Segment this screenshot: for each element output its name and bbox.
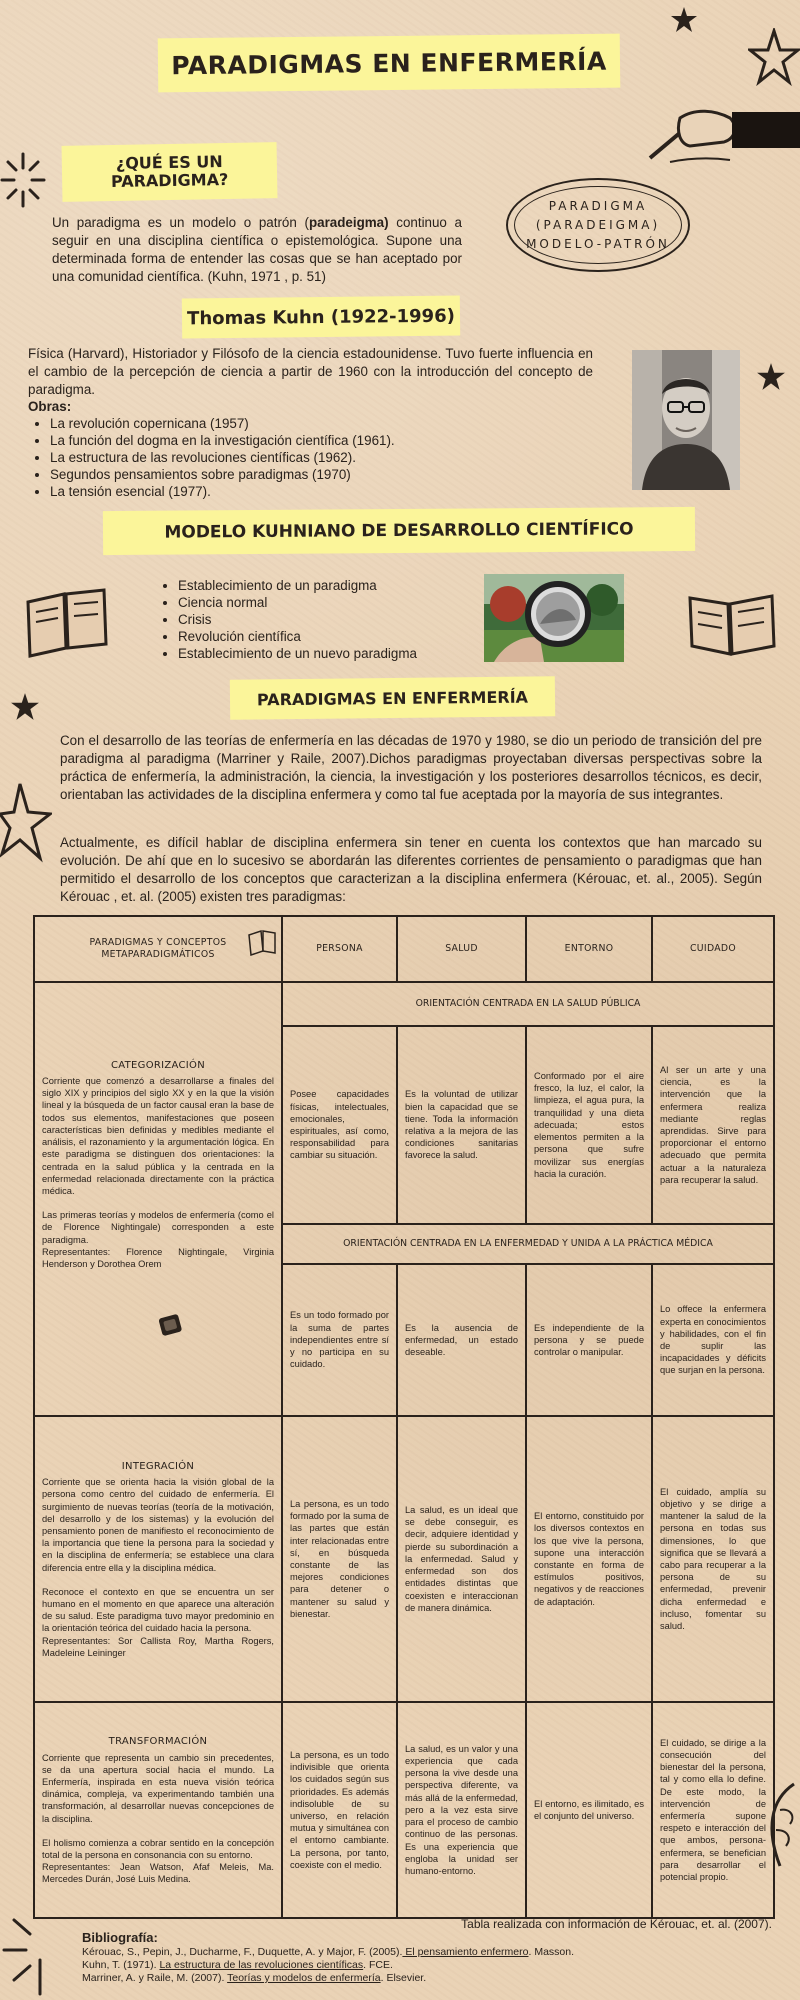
list-item: • La estructura de las revoluciones científicas (1962). [50, 449, 593, 466]
subheader-enfermedad-medica: ORIENTACIÓN CENTRADA EN LA ENFERMEDAD Y UNIDA A LA PRÁCTICA MÉDICA [282, 1224, 774, 1264]
transformacion-representatives: Representantes: Jean Watson, Afaf Meleis, Ma. Mercedes Durán, José Luis Medina. [42, 1862, 274, 1885]
definition-text: Un paradigma es un modelo o patrón ( [52, 215, 309, 230]
list-item: • Revolución científica [178, 628, 498, 645]
integracion-text-1: Corriente que se orienta hacia la visión global de la persona como centro del cuidado de enfermería. El surgimiento de nuevas teorías (teoría de la motivación, del desarrollo y de los sistemas) y la evolución del pensamiento ponen de manifiesto el reconocimiento de la importancia que tiene la persona para la sociedad y en la disciplina de enfermería; se establece una clara diferencia entre ella y la disciplina médica. [42, 1477, 274, 1573]
cell-cat-publica-cuidado: Al ser un arte y una ciencia, es la intervención que la enfermera realiza mediante reglas aprendidas. Sirve para proporcionar el entorno adecuado que permita actuar a la naturaleza para recuperar la salud. [652, 1026, 774, 1224]
table-row [34, 982, 774, 1026]
bibliography [82, 1931, 574, 1985]
cell-cat-publica-salud: Es la voluntad de utilizar bien la capacidad que se tiene. Toda la información relativa a la mejora de las condiciones sanitarias favorece la salud. [397, 1026, 526, 1224]
cell-integracion-entorno: El entorno, constituido por los diversos contextos en los que vive la persona, supone una interacción constante en forma de estímulos positivos, negativos y de reacciones de adaptación. [526, 1416, 652, 1702]
cell-cat-medica-entorno: Es independiente de la persona y se puede controlar o manipular. [526, 1264, 652, 1416]
cell-cat-medica-cuidado: Lo offece la enfermera experta en conocimientos y habilidades, con el fin de suplir las incapacidades y déficits que surjan en la persona. [652, 1264, 774, 1416]
definition-text-rest: continuo a seguir en una disciplina científica o epistemológica. Supone una determinada forma de entender las cosas que se han aceptado por una comunidad científica. (Kuhn, 1971 , p. 51) [52, 215, 463, 284]
sparkle-icon [0, 150, 46, 210]
entry-authors: Marriner, A. y Raile, M. (2007). [82, 1972, 228, 1984]
subheader-salud-publica: ORIENTACIÓN CENTRADA EN LA SALUD PÚBLICA [282, 982, 774, 1026]
list-item: • La revolución copernicana (1957) [50, 415, 593, 432]
integracion-title: INTEGRACIÓN [121, 1460, 195, 1472]
paradigm-definition [52, 214, 462, 286]
transformacion-title: TRANSFORMACIÓN [108, 1736, 208, 1748]
cell-cat-medica-salud: Es la ausencia de enfermedad, un estado deseable. [397, 1264, 526, 1416]
cell-cat-publica-persona: Posee capacidades físicas, intelectuales, emocionales, espirituales, así como, responsabilidad para cambiar su situación. [282, 1026, 397, 1224]
star-icon [756, 362, 786, 392]
categorizacion-representatives: Representantes: Florence Nightingale, Virginia Henderson y Dorothea Orem [42, 1246, 274, 1269]
kuhn-bio: Física (Harvard), Historiador y Filósofo de la ciencia estadounidense. Tuvo fuerte influencia en el cambio de la percepción de ciencia a partir de 1960 con la introducción del concepto de paradigma. [28, 346, 593, 397]
table-corner-header [34, 916, 282, 982]
list-item: • Ciencia normal [178, 594, 498, 611]
bibliography-entry [82, 1946, 574, 1959]
cell-transformacion-cuidado: El cuidado, se dirige a la consecución del bienestar del la persona, tal y como ella lo define. De este modo, la intervención de enfermería supone respeto e interacción del que ambos, persona-enfermera, se benefician para desarrollar el potencial propio. [652, 1702, 774, 1918]
categorizacion-description [34, 982, 282, 1416]
entry-publisher: . FCE. [363, 1959, 393, 1971]
table-header-row [34, 916, 774, 982]
cell-integracion-persona: La persona, es un todo formado por la suma de las partes que están inter relacionadas entre sí, en búsqueda constante de las mejores condiciones para detener o mantener su salud y bienestar. [282, 1416, 397, 1702]
table-source-note: Tabla realizada con información de Kérouac, et. al. (2007). [461, 1917, 772, 1931]
list-item: • Crisis [178, 611, 498, 628]
kuhnian-model-list [156, 577, 498, 662]
list-item: • Segundos pensamientos sobre paradigmas (1970) [50, 466, 593, 483]
categorizacion-text-1: Corriente que comenzó a desarrollarse a finales del siglo XIX y principios del siglo XX y en la que la visión lineal y la búsqueda de un factor causal eran la base de todos sus elementos, manifestaciones que poseen características bien definidas y medibles mediante el análisis, el razonamiento y la argumentación lógica. En este paradigma se distinguen dos orientaciones: la centrada en la salud pública y la centrada en la enfermedad relacionada directamente con la práctica médica. [42, 1076, 274, 1196]
list-item: • Establecimiento de un nuevo paradigma [178, 645, 498, 662]
open-book-icon [247, 927, 277, 957]
entry-publisher: . Elsevier. [380, 1972, 427, 1984]
column-header-cuidado: CUIDADO [652, 916, 774, 982]
definition-bold-term: paradeigma) [308, 215, 389, 230]
paradigm-badge [506, 178, 690, 272]
star-icon [670, 6, 698, 34]
what-is-paradigm-heading: ¿QUÉ ES UN PARADIGMA? [62, 142, 278, 202]
list-item: • La función del dogma en la investigación científica (1961). [50, 432, 593, 449]
integracion-text-2: Reconoce el contexto en que se encuentra un ser humano en el momento en que aparece una alteración de su salud. Este paradigma tuvo mayor predominio en la orientación teórica del cuidado hacia la persona. [42, 1586, 274, 1634]
entry-publisher: . Masson. [528, 1946, 575, 1958]
lens-photo [484, 574, 624, 662]
bibliography-entry [82, 1959, 574, 1972]
column-header-salud: SALUD [397, 916, 526, 982]
bibliography-list [82, 1946, 574, 1985]
cell-cat-publica-entorno: Conformado por el aire fresco, la luz, el calor, la limpieza, el agua pura, la tranquilidad y una dieta adecuada; estos elementos permiten a la persona que sufre movilizar sus energías hacia la curación. [526, 1026, 652, 1224]
column-header-persona: PERSONA [282, 916, 397, 982]
badge-line-1: PARADIGMA [548, 198, 648, 213]
categorizacion-text-2: Las primeras teorías y modelos de enfermería (como el de Florence Nightingale) corresponden a este paradigma. [42, 1210, 274, 1245]
table-row [34, 1416, 774, 1702]
nursing-paragraph-1: Con el desarrollo de las teorías de enfermería en las décadas de 1970 y 1980, se dio un periodo de transición del pre paradigma al paradigma (Marriner y Raile, 2007).Dichos paradigmas proyectaban diversas perspectivas sobre la práctica de enfermería, la administración, la ciencia, la investigación y los posteriores desarrollos técnicos, es decir, orientaban las actividades de la disciplina enfermera y como tal fue aceptada por la mayoría de sus integrantes. [60, 733, 762, 802]
list-item: • La tensión esencial (1977). [50, 483, 593, 500]
paradigms-table [33, 915, 775, 1919]
cell-integracion-cuidado: El cuidado, amplía su objetivo y se dirige a mantener la salud de la persona en todas sus dimensiones, lo que significa que se llevará a cabo para recuperar a la persona de su enfermedad, prevenir dicha enfermedad e incluso, fomentar su salud. [652, 1416, 774, 1702]
column-header-entorno: ENTORNO [526, 916, 652, 982]
kuhn-works [28, 398, 593, 500]
star-icon [748, 28, 800, 88]
entry-title: Teorías y modelos de enfermería [227, 1972, 381, 1984]
kuhn-portrait [632, 350, 740, 490]
kuhn-heading: Thomas Kuhn (1922-1996) [182, 296, 460, 339]
transformacion-description [34, 1702, 282, 1918]
cell-transformacion-entorno: El entorno, es ilimitado, es el conjunto del universo. [526, 1702, 652, 1918]
works-list [28, 415, 593, 500]
entry-title: La estructura de las revoluciones científicas [159, 1959, 364, 1971]
transformacion-text-1: Corriente que representa un cambio sin precedentes, se da una apertura social hacia el mundo. La Enfermería, inspirada en esta nueva visión teórica dinámica, compleja, va experimentando también una transformación, al desarrollar nuevas concepciones de la disciplina. [42, 1752, 274, 1824]
badge-line-2: (PARADEIGMA) [535, 217, 661, 232]
table-row [34, 1702, 774, 1918]
bibliography-entry [82, 1972, 574, 1985]
corner-label: PARADIGMAS Y CONCEPTOS METAPARADIGMÁTICOS [89, 936, 227, 960]
list-item: • Establecimiento de un paradigma [178, 577, 498, 594]
transformacion-text-2: El holismo comienza a cobrar sentido en la concepción total de la persona en consonancia con su entorno. [42, 1837, 274, 1860]
star-icon [0, 780, 52, 864]
integracion-representatives: Representantes: Sor Callista Roy, Martha Rogers, Madeleine Leininger [42, 1635, 274, 1658]
entry-authors: Kuhn, T. (1971). [82, 1959, 160, 1971]
entry-authors: Kérouac, S., Pepin, J., Ducharme, F., Duquette, A. y Major, F. (2005). [82, 1946, 403, 1958]
open-book-icon [18, 582, 114, 662]
hand-writing-icon [640, 98, 800, 168]
open-book-icon [684, 582, 780, 662]
cell-transformacion-persona: La persona, es un todo indivisible que orienta los cuidados según sus prioridades. Es además indisoluble de su universo, en relación mutua y simultánea con el entorno cambiante. La persona, por tanto, coexiste con el medio. [282, 1702, 397, 1918]
star-icon [10, 692, 40, 722]
works-label: Obras: [28, 399, 72, 414]
integracion-description [34, 1416, 282, 1702]
entry-title: El pensamiento enfermero [402, 1946, 529, 1958]
lamp-icon [154, 1308, 186, 1340]
cell-transformacion-salud: La salud, es un valor y una experiencia que cada persona la vive desde una perspectiva diferente, va más allá de la enfermedad, pero a la vez esta sirve para el proceso de cambio continuo de las personas. Es una experiencia que engloba la unidad ser humano-entorno. [397, 1702, 526, 1918]
kuhnian-model-heading: MODELO KUHNIANO DE DESARROLLO CIENTÍFICO [103, 507, 695, 555]
nursing-paradigms-heading: PARADIGMAS EN ENFERMERÍA [230, 676, 555, 719]
categorizacion-title: CATEGORIZACIÓN [111, 1059, 205, 1071]
bibliography-label: Bibliografía: [82, 1930, 158, 1945]
cell-cat-medica-persona: Es un todo formado por la suma de partes independientes entre sí y no participa en su cuidado. [282, 1264, 397, 1416]
cell-integracion-salud: La salud, es un ideal que se debe conseguir, es decir, adquiere identidad y pierde su subordinación a la enfermedad. Salud y enfermedad son dos entidades distintas que coexisten e interaccionan de manera dinámica. [397, 1416, 526, 1702]
page-title: PARADIGMAS EN ENFERMERÍA [158, 34, 621, 93]
nursing-paragraph-2: Actualmente, es difícil hablar de disciplina enfermera sin tener en cuenta los contextos que han marcado su evolución. De ahí que en lo sucesivo se abordarán las diferentes corrientes de pensamiento o paradigmas que han permitido el desarrollo de los conceptos que caracterizan a la disciplina enfermera (Kérouac, et. al., 2005). Según Kérouac , et. al. (2005) existen tres paradigmas: [60, 835, 762, 904]
badge-line-3: MODELO-PATRÓN [526, 236, 670, 251]
